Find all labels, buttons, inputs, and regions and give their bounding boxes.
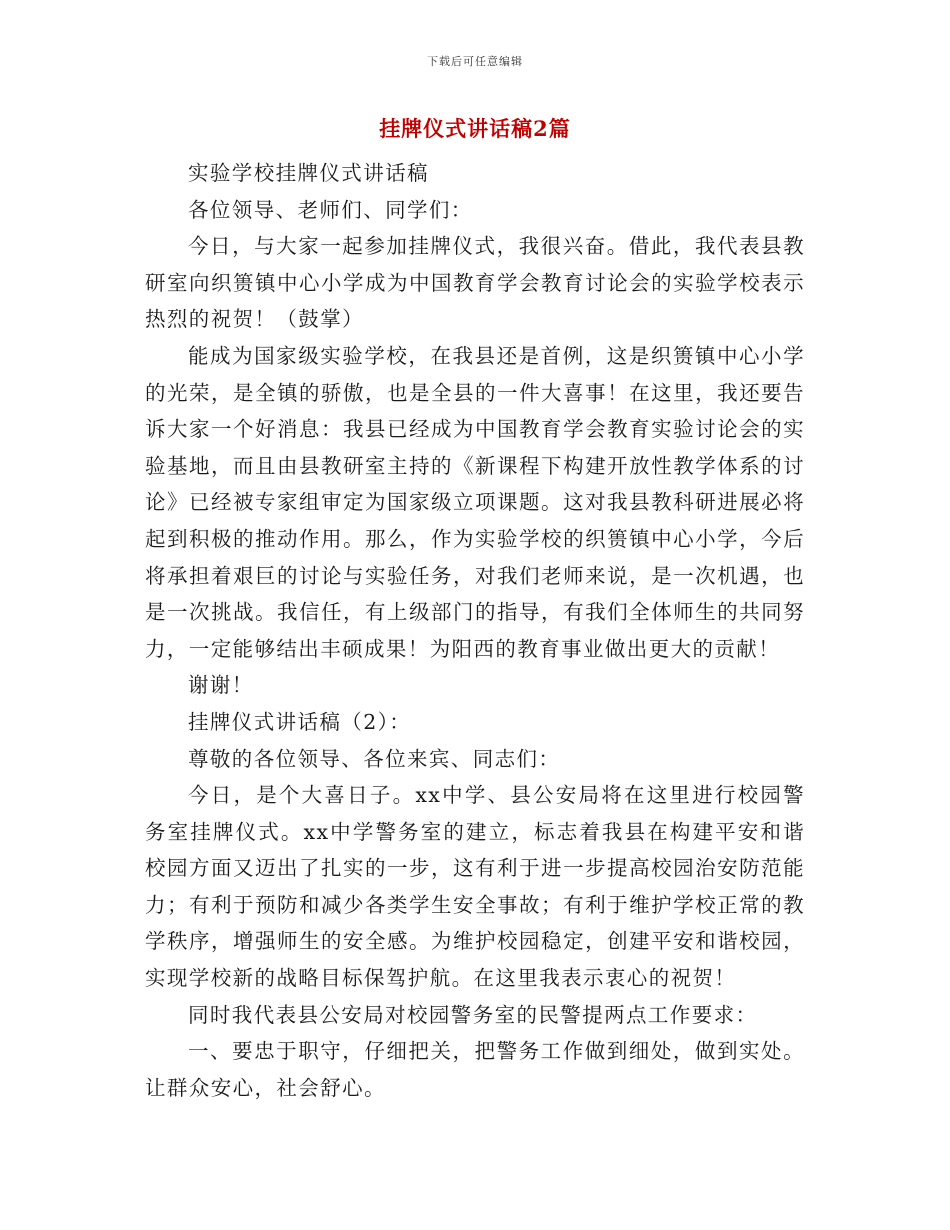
document-body bbox=[145, 155, 805, 1106]
paragraph: 能成为国家级实验学校，在我县还是首例，这是织篑镇中心小学的光荣，是全镇的骄傲，也是全县的一件大喜事！在这里，我还要告诉大家一个好消息：我县已经成为中国教育学会教育实验讨论会的实验基地，而且由县教研室主持的《新课程下构建开放性教学体系的讨论》已经被专家组审定为国家级立项课题。这对我县教科研进展必将起到积极的推动作用。那么，作为实验学校的织篑镇中心小学，今后将承担着艰巨的讨论与实验任务，对我们老师来说，是一次机遇，也是一次挑战。我信任，有上级部门的指导，有我们全体师生的共同努力，一定能够结出丰硕成果！为阳西的教育事业做出更大的贡献！ bbox=[145, 343, 805, 661]
paragraph-subtitle: 实验学校挂牌仪式讲话稿 bbox=[188, 161, 429, 185]
paragraph: 今日，与大家一起参加挂牌仪式，我很兴奋。借此，我代表县教研室向织篑镇中心小学成为中国教育学会教育讨论会的实验学校表示热烈的祝贺！（鼓掌） bbox=[145, 234, 805, 332]
paragraph-thanks: 谢谢！ bbox=[188, 673, 254, 698]
paragraph: 今日，是个大喜日子。xx中学、县公安局将在这里进行校园警务室挂牌仪式。xx中学警务室的建立，标志着我县在构建平安和谐校园方面又迈出了扎实的一步，这有利于进一步提高校园治安防范能力；有利于预防和减少各类学生安全事故；有利于维护学校正常的教学秩序，增强师生的安全感。为维护校园稳定，创建平安和谐校园，实现学校新的战略目标保驾护航。在这里我表示衷心的祝贺！ bbox=[145, 783, 805, 991]
header-note: 下载后可任意编辑 bbox=[427, 55, 523, 68]
paragraph-salutation: 各位领导、老师们、同学们： bbox=[188, 197, 473, 222]
paragraph-salutation: 尊敬的各位领导、各位来宾、同志们： bbox=[188, 746, 561, 771]
paragraph: 一、要忠于职守，仔细把关，把警务工作做到细处，做到实处。让群众安心，社会舒心。 bbox=[145, 1039, 805, 1100]
paragraph: 同时我代表县公安局对校园警务室的民警提两点工作要求： bbox=[188, 1002, 758, 1027]
paragraph-subtitle: 挂牌仪式讲话稿（2）： bbox=[188, 709, 412, 734]
document-title: 挂牌仪式讲话稿2篇 bbox=[379, 116, 571, 141]
